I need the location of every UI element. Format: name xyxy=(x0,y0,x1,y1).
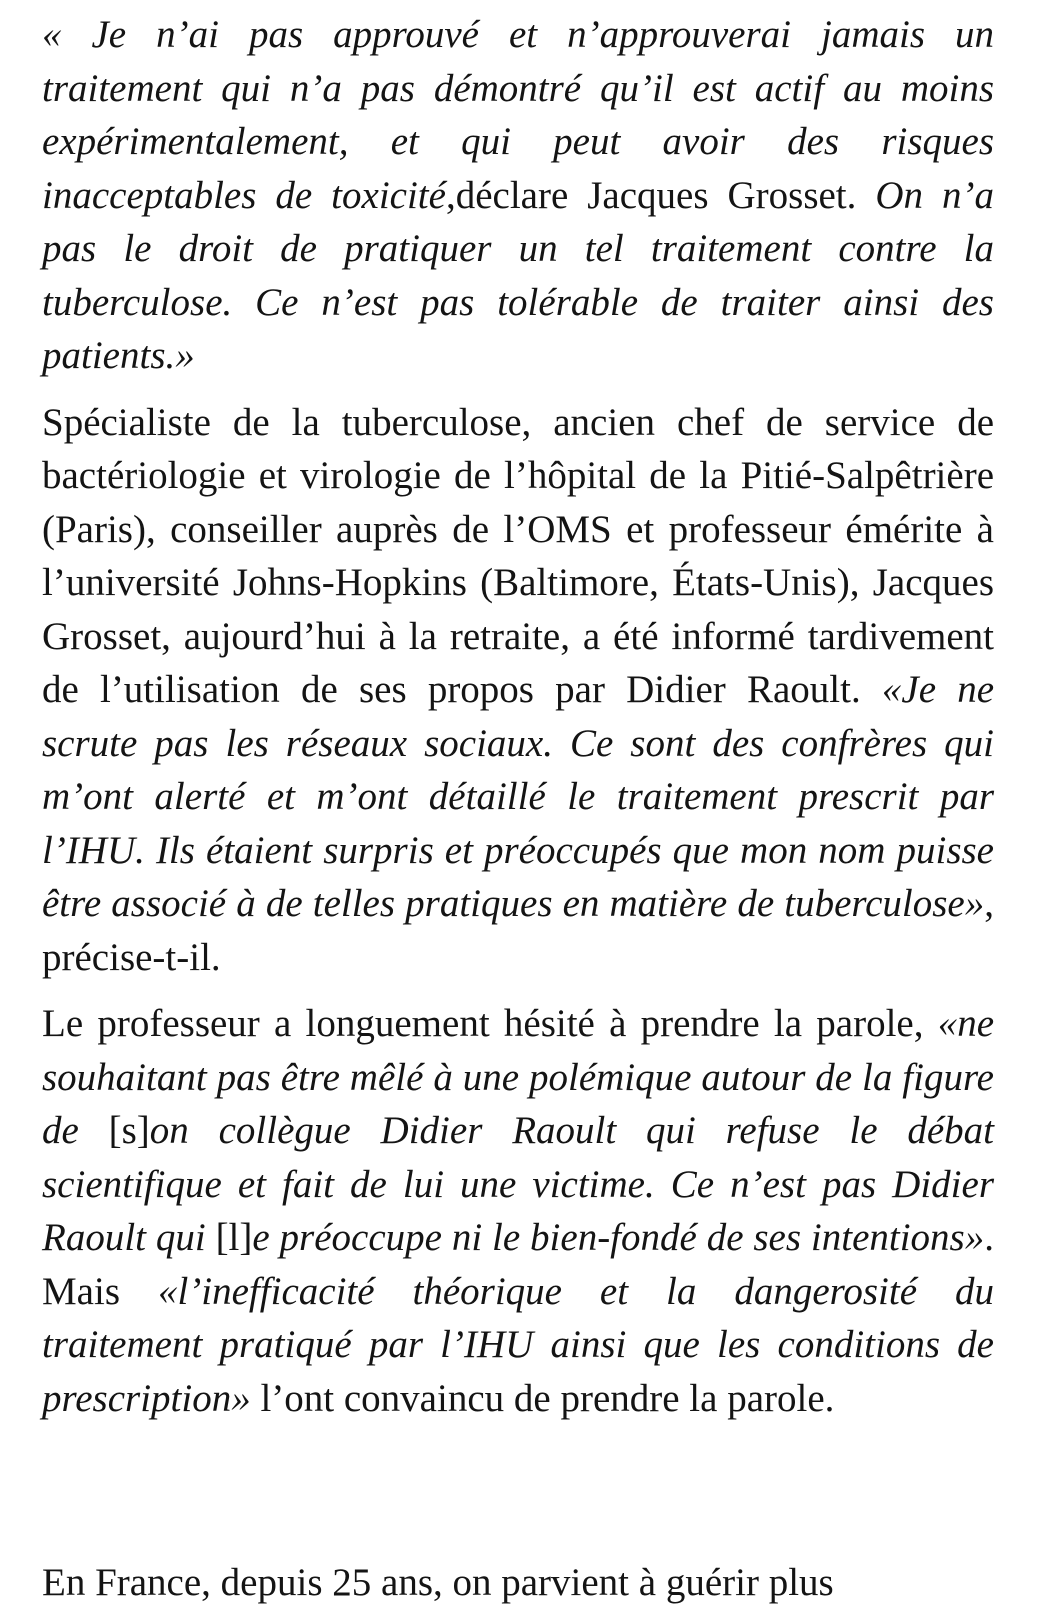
body-text: En France, depuis 25 ans, on parvient à guérir plus xyxy=(42,1561,834,1604)
attribution-text: ,déclare Jacques Grosset. xyxy=(445,173,876,217)
bracket-text: [l] xyxy=(215,1216,253,1259)
quote-text: «l’inefficacité théorique et la dangerosité du traitement pratiqué par l’IHU ainsi que les conditions de prescription» xyxy=(42,1269,994,1420)
quote-text: «Je ne scrute pas les réseaux sociaux. Ce sont des confrères qui m’ont alerté et m’ont détaillé le traitement prescrit par l’IHU. Ils étaient surpris et préoccupés que mon nom puisse être associé à de telles pratiques en matière de tuberculose» xyxy=(42,668,994,925)
body-text: , précise-t-il. xyxy=(42,882,994,979)
cutoff-paragraph xyxy=(42,1556,834,1610)
body-text: . Mais xyxy=(42,1216,994,1313)
quote-text: « Je n’ai pas approuvé et n’approuverai jamais un traitement qui n’a pas démontré qu’il est actif au moins expérimentalement, et qui peut avoir des risques inacceptables de toxicité xyxy=(42,13,994,217)
hesitation-paragraph xyxy=(42,997,994,1425)
biography-paragraph xyxy=(42,396,994,985)
quote-text: on collègue Didier Raoult qui refuse le débat scientifique et fait de lui une victime. Ce n’est pas Didier Raoult qui xyxy=(42,1109,994,1259)
quote-text: On n’a pas le droit de pratiquer un tel traitement contre la tuberculose. Ce n’est pas tolérable de traiter ainsi des patients.» xyxy=(42,173,994,377)
bracket-text: [s] xyxy=(108,1109,150,1152)
quote-text: e préoccupe ni le bien-fondé de ses intentions» xyxy=(252,1216,985,1259)
article-body xyxy=(42,8,994,1604)
quote-text: «ne souhaitant pas être mêlé à une polémique autour de la figure de xyxy=(42,1002,994,1152)
quote-paragraph xyxy=(42,8,994,383)
body-text: Spécialiste de la tuberculose, ancien chef de service de bactériologie et virologie de l’hôpital de la Pitié-Salpêtrière (Paris), conseiller auprès de l’OMS et professeur émérite à l’université Johns-Hopkins (Baltimore, États-Unis), Jacques Grosset, aujourd’hui à la retraite, a été informé tardivement de l’utilisation de ses propos par Didier Raoult. xyxy=(42,400,994,711)
body-text: Le professeur a longuement hésité à prendre la parole, xyxy=(42,1002,938,1045)
body-text: l’ont convaincu de prendre la parole. xyxy=(250,1376,835,1420)
